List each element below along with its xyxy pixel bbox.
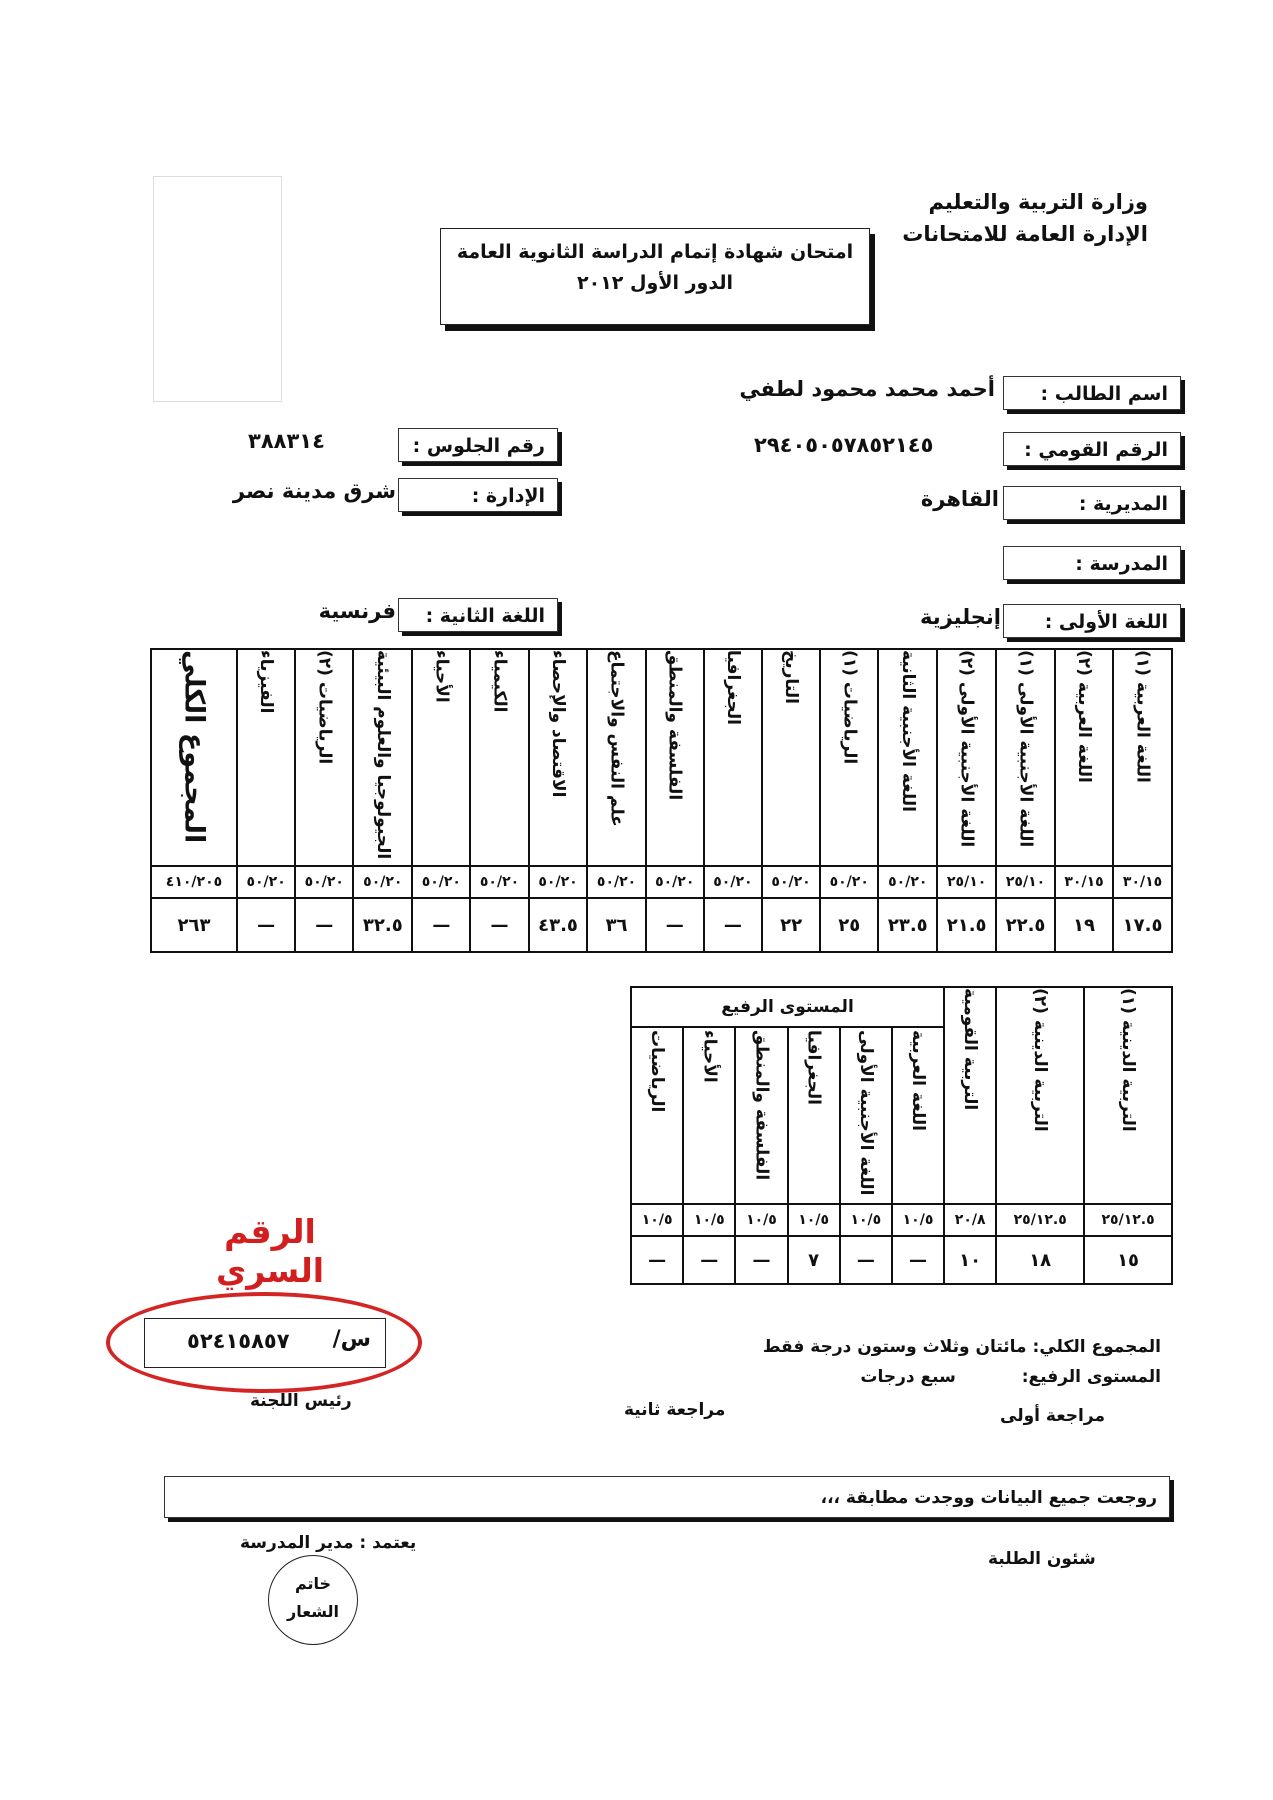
- max-mark: ٥٠/٢٠: [237, 866, 295, 898]
- score: —: [840, 1236, 892, 1284]
- max-mark: ٥٠/٢٠: [704, 866, 762, 898]
- school-label: المدرسة :: [1003, 546, 1181, 580]
- max-mark: ١٠/٥: [631, 1204, 683, 1236]
- score: ٢٥: [820, 898, 878, 952]
- secret-number: ٥٢٤١٥٨٥٧: [187, 1329, 290, 1353]
- score: ١٧.٥: [1113, 898, 1172, 952]
- max-marks-row: [151, 866, 1172, 898]
- subject-header: الأحياء: [683, 1027, 735, 1204]
- max-mark: ١٠/٥: [840, 1204, 892, 1236]
- high-level-in-words-row: [621, 1362, 1161, 1392]
- score: ٣٢.٥: [353, 898, 412, 952]
- score: —: [735, 1236, 787, 1284]
- max-mark: ٥٠/٢٠: [470, 866, 528, 898]
- max-mark: ٢٠/٨: [944, 1204, 996, 1236]
- max-mark: ٢٥/١٠: [996, 866, 1055, 898]
- score: ٧: [788, 1236, 840, 1284]
- score: —: [470, 898, 528, 952]
- max-mark: ٥٠/٢٠: [878, 866, 937, 898]
- subject-header: الاقتصاد والإحصاء: [529, 649, 588, 866]
- score: ١٠: [944, 1236, 996, 1284]
- subject-header: الجغرافيا: [788, 1027, 840, 1204]
- exam-session: الدور الأول ٢٠١٢: [577, 272, 733, 294]
- secret-number-label: الرقم السري: [215, 1212, 325, 1290]
- subject-header: التربية الدينية (١): [1084, 987, 1172, 1204]
- subject-header: الرياضيات (١): [820, 649, 878, 866]
- total-max-mark: ٤١٠/٢٠٥: [151, 866, 237, 898]
- subjects-row: [151, 649, 1172, 866]
- subject-header: الفلسفة والمنطق: [735, 1027, 787, 1204]
- extra-header-row: [631, 987, 1172, 1027]
- score: —: [646, 898, 704, 952]
- subject-header: اللغة الأجنبية الأولى (١): [996, 649, 1055, 866]
- score: ٢١.٥: [937, 898, 996, 952]
- max-mark: ١٠/٥: [788, 1204, 840, 1236]
- exams-department: الإدارة العامة للامتحانات: [902, 222, 1148, 246]
- max-mark: ٥٠/٢٠: [587, 866, 645, 898]
- score: ٢٢: [762, 898, 820, 952]
- first-language: إنجليزية: [919, 605, 1001, 629]
- principal-approval: يعتمد : مدير المدرسة: [240, 1533, 417, 1553]
- score: ٢٢.٥: [996, 898, 1055, 952]
- subject-header: اللغة الأجنبية الثانية: [878, 649, 937, 866]
- student-affairs: شئون الطلبة: [988, 1549, 1096, 1569]
- max-mark: ٢٥/١٢.٥: [1084, 1204, 1172, 1236]
- extra-subjects-table: [630, 986, 1173, 1285]
- subject-header: الجغرافيا: [704, 649, 762, 866]
- summary-block: [621, 1332, 1161, 1392]
- subject-header: الرياضيات: [631, 1027, 683, 1204]
- score: ١٥: [1084, 1236, 1172, 1284]
- exam-title-box: [440, 228, 870, 325]
- max-mark: ٢٥/١٠: [937, 866, 996, 898]
- subject-header: التربية الدينية (٢): [996, 987, 1084, 1204]
- subject-header: الكيمياء: [470, 649, 528, 866]
- school-stamp: [268, 1555, 358, 1645]
- max-mark: ١٠/٥: [683, 1204, 735, 1236]
- subject-header: اللغة الأجنبية الأولى: [840, 1027, 892, 1204]
- total-in-words-row: [621, 1332, 1161, 1362]
- exam-title: امتحان شهادة إتمام الدراسة الثانوية العامة: [456, 241, 854, 263]
- subject-header: التربية القومية: [944, 987, 996, 1204]
- subject-header: الجيولوجيا والعلوم البيئية: [353, 649, 412, 866]
- max-mark: ٢٥/١٢.٥: [996, 1204, 1084, 1236]
- second-language-label: اللغة الثانية :: [398, 598, 558, 632]
- directorate: القاهرة: [920, 487, 999, 511]
- grades-table: [150, 648, 1173, 953]
- administration: شرق مدينة نصر: [232, 479, 396, 503]
- max-mark: ١٠/٥: [735, 1204, 787, 1236]
- score: ١٩: [1055, 898, 1113, 952]
- ministry-name: وزارة التربية والتعليم: [928, 190, 1148, 214]
- max-mark: ١٠/٥: [892, 1204, 944, 1236]
- score: —: [704, 898, 762, 952]
- extra-score-row: [631, 1236, 1172, 1284]
- subject-header: اللغة العربية: [892, 1027, 944, 1204]
- score: ٢٣.٥: [878, 898, 937, 952]
- subject-header: اللغة العربية (٢): [1055, 649, 1113, 866]
- total-in-words-label: المجموع الكلي:: [1032, 1337, 1161, 1357]
- seat-number-label: رقم الجلوس :: [398, 428, 558, 462]
- total-header: المجموع الكلي: [151, 649, 237, 866]
- national-id: ٢٩٤٠٥٠٥٧٨٥٢١٤٥: [754, 433, 934, 457]
- high-level-in-words: سبع درجات: [860, 1367, 956, 1387]
- first-language-label: اللغة الأولى :: [1003, 604, 1181, 638]
- total-in-words: مائتان وثلاث وستون درجة فقط: [762, 1337, 1027, 1357]
- score: —: [237, 898, 295, 952]
- extra-max-row: [631, 1204, 1172, 1236]
- total-score: ٢٦٣: [151, 898, 237, 952]
- score: —: [631, 1236, 683, 1284]
- subject-header: اللغة العربية (١): [1113, 649, 1172, 866]
- first-review: مراجعة أولى: [1000, 1406, 1105, 1426]
- stamp-line-2: الشعار: [286, 1602, 340, 1621]
- subject-header: الرياضيات (٢): [295, 649, 353, 866]
- ministry-header: [902, 186, 1148, 250]
- stamp-line-1: خاتم: [294, 1574, 332, 1593]
- high-level-in-words-label: المستوى الرفيع:: [1021, 1367, 1161, 1387]
- score: —: [412, 898, 470, 952]
- seat-number: ٣٨٨٣١٤: [248, 429, 325, 453]
- max-mark: ٣٠/١٥: [1055, 866, 1113, 898]
- subject-header: علم النفس والاجتماع: [587, 649, 645, 866]
- second-language: فرنسية: [318, 599, 396, 623]
- directorate-label: المديرية :: [1003, 486, 1181, 520]
- score: ٤٣.٥: [529, 898, 588, 952]
- photo-placeholder: [153, 176, 282, 402]
- score: —: [683, 1236, 735, 1284]
- subject-header: الفيزياء: [237, 649, 295, 866]
- max-mark: ٥٠/٢٠: [412, 866, 470, 898]
- student-name: أحمد محمد محمود لطفي: [739, 377, 995, 401]
- scores-row: [151, 898, 1172, 952]
- subject-header: الفلسفة والمنطق: [646, 649, 704, 866]
- secret-number-box: [144, 1318, 386, 1368]
- high-level-title: المستوى الرفيع: [631, 987, 944, 1027]
- committee-head: رئيس اللجنة: [250, 1391, 352, 1411]
- second-review: مراجعة ثانية: [624, 1400, 726, 1420]
- national-id-label: الرقم القومي :: [1003, 432, 1181, 466]
- max-mark: ٥٠/٢٠: [820, 866, 878, 898]
- max-mark: ٥٠/٢٠: [762, 866, 820, 898]
- max-mark: ٥٠/٢٠: [353, 866, 412, 898]
- score: ١٨: [996, 1236, 1084, 1284]
- max-mark: ٥٠/٢٠: [295, 866, 353, 898]
- score: —: [295, 898, 353, 952]
- score: ٣٦: [587, 898, 645, 952]
- secret-prefix: س/: [332, 1327, 371, 1352]
- max-mark: ٥٠/٢٠: [646, 866, 704, 898]
- max-mark: ٥٠/٢٠: [529, 866, 588, 898]
- subject-header: الأحياء: [412, 649, 470, 866]
- subject-header: اللغة الأجنبية الأولى (٢): [937, 649, 996, 866]
- score: —: [892, 1236, 944, 1284]
- verification-note: روجعت جميع البيانات ووجدت مطابقة ،،،: [164, 1476, 1170, 1518]
- administration-label: الإدارة :: [398, 478, 558, 512]
- max-mark: ٣٠/١٥: [1113, 866, 1172, 898]
- subject-header: التاريخ: [762, 649, 820, 866]
- student-name-label: اسم الطالب :: [1003, 376, 1181, 410]
